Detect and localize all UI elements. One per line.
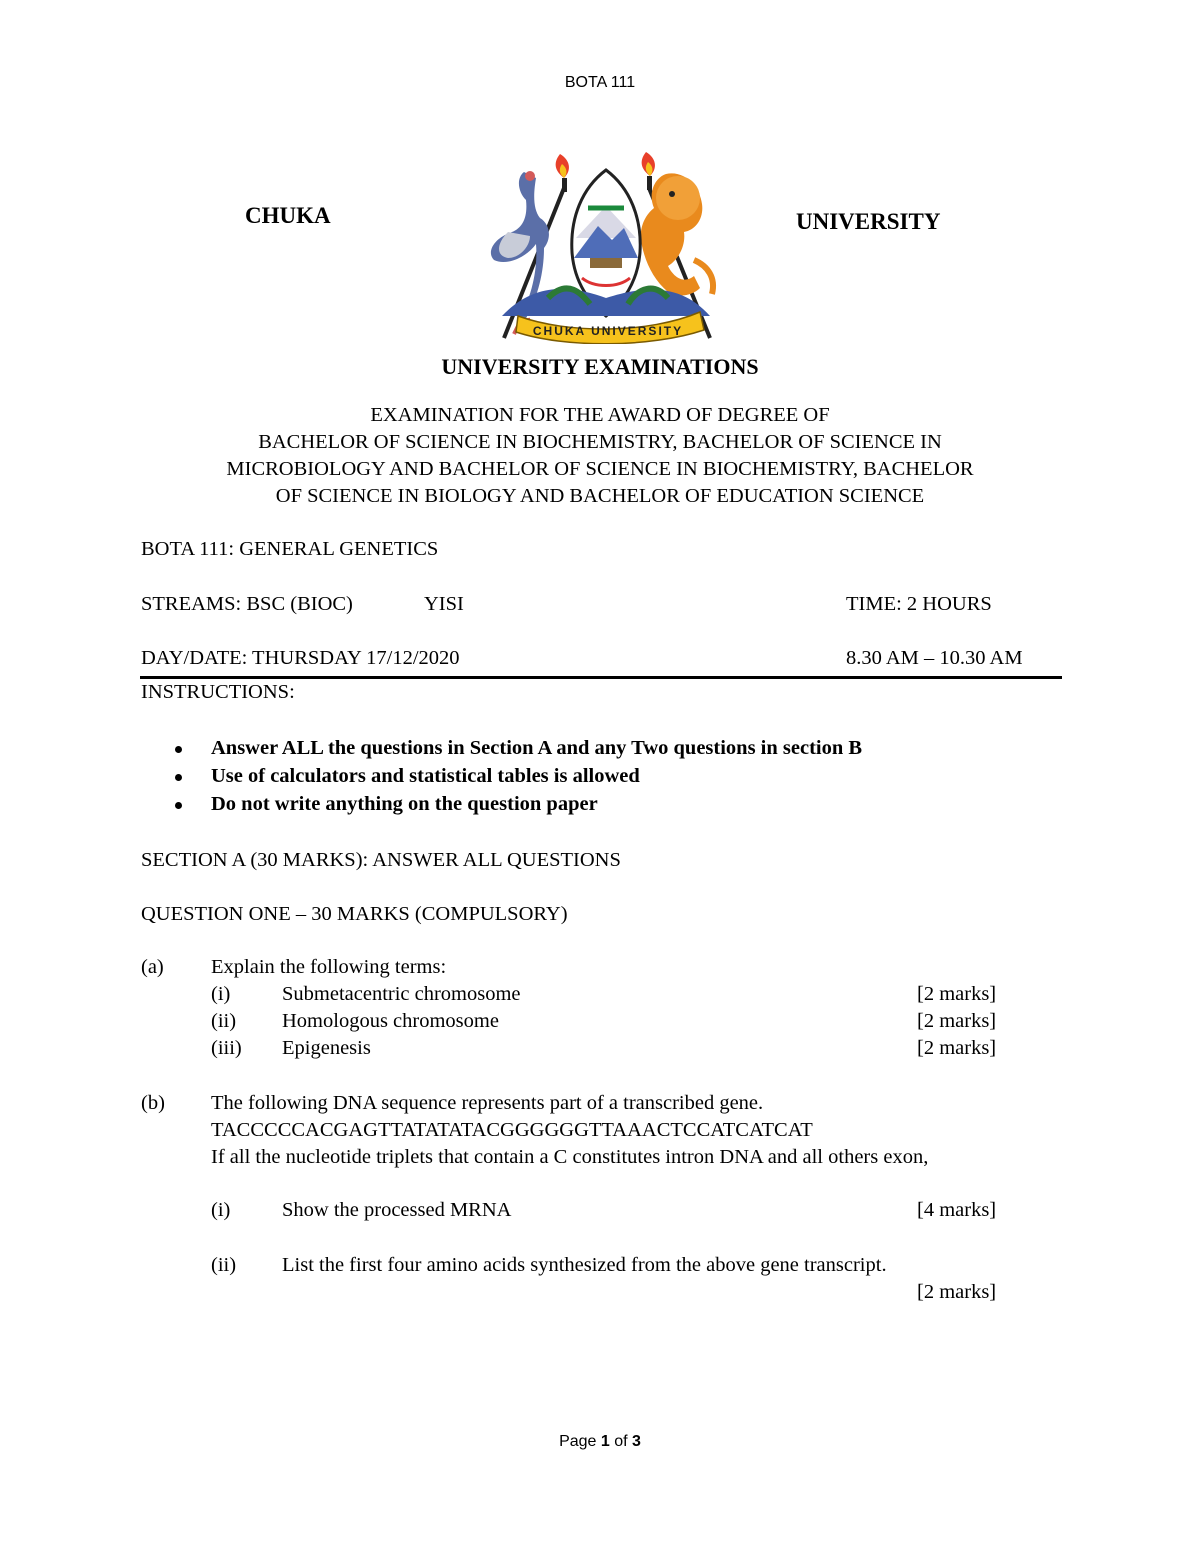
title-right: UNIVERSITY [796, 209, 941, 234]
subpart-marks: [2 marks] [917, 1010, 997, 1032]
subpart-number: (ii) [211, 1010, 237, 1032]
part-b-line-1: The following DNA sequence represents part of a transcribed gene. [211, 1092, 764, 1114]
subpart-marks: [4 marks] [917, 1199, 997, 1221]
subpart-text: List the first four amino acids synthesized from the above gene transcript. [282, 1254, 887, 1276]
award-line-4: OF SCIENCE IN BIOLOGY AND BACHELOR OF EDUCATION SCIENCE [275, 485, 925, 507]
part-a-label: (a) [141, 956, 164, 978]
streams-label: STREAMS: BSC (BIOC) [141, 593, 353, 615]
title-left: CHUKA [245, 203, 331, 228]
exam-time-range: 8.30 AM – 10.30 AM [846, 647, 1023, 669]
exam-heading: UNIVERSITY EXAMINATIONS [441, 354, 759, 379]
dna-sequence: TACCCCCACGAGTTATATATACGGGGGGTTAAACTCCATCATCAT [211, 1119, 813, 1141]
subpart-text: Show the processed MRNA [282, 1199, 512, 1221]
instruction-item: Do not write anything on the question paper [211, 793, 598, 815]
page-footer: Page 1 of 3 [559, 1433, 641, 1450]
subpart-marks: [2 marks] [917, 983, 997, 1005]
crest-banner [516, 312, 704, 344]
section-a-heading: SECTION A (30 MARKS): ANSWER ALL QUESTIONS [141, 849, 621, 871]
streams-value: YISI [424, 593, 464, 615]
part-b-line-3: If all the nucleotide triplets that contain a C constitutes intron DNA and all others exon, [211, 1146, 929, 1168]
subpart-marks: [2 marks] [917, 1037, 997, 1059]
running-header: BOTA 111 [564, 74, 636, 91]
instructions-heading: INSTRUCTIONS: [141, 681, 295, 703]
torch-left-icon [556, 154, 569, 192]
subpart-number: (i) [211, 983, 231, 1005]
header-rule [140, 676, 1062, 679]
subpart-text: Homologous chromosome [282, 1010, 499, 1032]
university-crest [478, 148, 730, 344]
part-b-label: (b) [141, 1092, 165, 1114]
award-line-2: BACHELOR OF SCIENCE IN BIOCHEMISTRY, BACHELOR OF SCIENCE IN [258, 431, 942, 453]
bullet-icon [175, 746, 182, 753]
subpart-text: Epigenesis [282, 1037, 371, 1059]
day-date: DAY/DATE: THURSDAY 17/12/2020 [141, 647, 460, 669]
subpart-text: Submetacentric chromosome [282, 983, 521, 1005]
subpart-number: (ii) [211, 1254, 237, 1276]
page-total: 3 [632, 1433, 641, 1450]
bullet-icon [175, 802, 182, 809]
subpart-number: (i) [211, 1199, 231, 1221]
award-line-1: EXAMINATION FOR THE AWARD OF DEGREE OF [370, 404, 830, 426]
instruction-item: Use of calculators and statistical tables is allowed [211, 765, 640, 787]
part-a-text: Explain the following terms: [211, 956, 447, 978]
instruction-item: Answer ALL the questions in Section A and any Two questions in section B [211, 737, 863, 759]
subpart-number: (iii) [211, 1037, 242, 1059]
subpart-marks: [2 marks] [917, 1281, 997, 1303]
svg-text:CHUKA UNIVERSITY: CHUKA UNIVERSITY [532, 324, 684, 338]
course-title: BOTA 111: GENERAL GENETICS [141, 538, 439, 560]
question-one-heading: QUESTION ONE – 30 MARKS (COMPULSORY) [141, 903, 568, 925]
award-line-3: MICROBIOLOGY AND BACHELOR OF SCIENCE IN BIOCHEMISTRY, BACHELOR [226, 458, 974, 480]
bullet-icon [175, 774, 182, 781]
torch-right-icon [642, 152, 655, 190]
exam-duration: TIME: 2 HOURS [846, 593, 992, 615]
page-current: 1 [600, 1433, 610, 1450]
